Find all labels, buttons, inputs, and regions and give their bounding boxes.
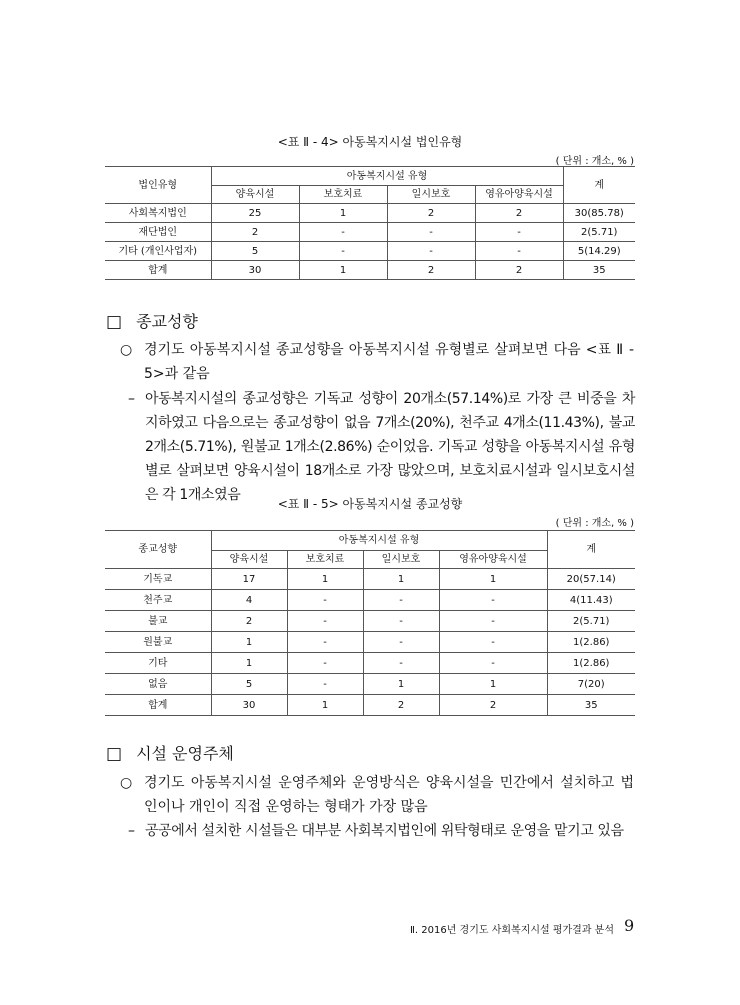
table1-cell: 사회복지법인 (105, 204, 211, 223)
table2-cell: 1(2.86) (547, 632, 635, 653)
table2-subhead: 양육시설 (211, 551, 287, 569)
table1-row (105, 242, 635, 261)
section-heading-operator (106, 741, 234, 764)
table2-cell: 17 (211, 569, 287, 590)
table1-head-first: 법인유형 (105, 167, 211, 204)
table1-subhead: 영유아양육시설 (475, 186, 563, 204)
table1-cell: 1 (299, 261, 387, 280)
table2-row (105, 590, 635, 611)
table1-cell: - (299, 242, 387, 261)
table1-cell: 25 (211, 204, 299, 223)
table1 (105, 166, 635, 280)
table1-cell: 2 (475, 261, 563, 280)
page-number: 9 (624, 916, 635, 935)
table2-cell: 1 (211, 653, 287, 674)
table2-caption: <표 Ⅱ - 5> 아동복지시설 종교성향 (277, 497, 463, 511)
table2-cell: - (363, 590, 439, 611)
table2-cell: - (363, 632, 439, 653)
table2-cell: 없음 (105, 674, 211, 695)
table2-cell: - (439, 611, 547, 632)
dash-bullet-marker: – (128, 823, 135, 839)
table2-cell: 합계 (105, 695, 211, 716)
table1-cell: 2(5.71) (563, 223, 635, 242)
table2-cell: 7(20) (547, 674, 635, 695)
circle-bullet-marker: ○ (120, 342, 133, 358)
table2-cell: 1 (287, 569, 363, 590)
table2-cell: - (439, 653, 547, 674)
table1-row (105, 223, 635, 242)
table1-head-group: 아동복지시설 유형 (211, 167, 563, 186)
table1-subhead: 보호치료 (299, 186, 387, 204)
table2-cell: - (439, 590, 547, 611)
table2-cell: - (439, 632, 547, 653)
table2-row (105, 653, 635, 674)
table1-cell: 2 (211, 223, 299, 242)
table2-cell: 1(2.86) (547, 653, 635, 674)
table2-cell: 불교 (105, 611, 211, 632)
circle-bullet-marker: ○ (120, 775, 133, 791)
section-heading-religion (106, 309, 198, 332)
table2-cell: 2 (439, 695, 547, 716)
table1-row (105, 261, 635, 280)
table2-cell: 2 (363, 695, 439, 716)
table1-cell: 5 (211, 242, 299, 261)
table2-cell: 1 (363, 569, 439, 590)
table2-cell: 1 (287, 695, 363, 716)
table2 (105, 530, 635, 716)
table2-cell: - (287, 653, 363, 674)
table2-subhead: 영유아양육시설 (439, 551, 547, 569)
table1-cell: 1 (299, 204, 387, 223)
table2-cell: 천주교 (105, 590, 211, 611)
table2-cell: 2(5.71) (547, 611, 635, 632)
table2-cell: - (287, 674, 363, 695)
table2-cell: - (363, 653, 439, 674)
table1-cell: 30 (211, 261, 299, 280)
table2-unit: ( 단위 : 개소, % ) (555, 518, 634, 529)
table2-head-group: 아동복지시설 유형 (211, 531, 547, 551)
table1-cell: - (299, 223, 387, 242)
table2-row (105, 674, 635, 695)
table2-cell: - (287, 611, 363, 632)
table2-cell: 35 (547, 695, 635, 716)
table2-cell: 20(57.14) (547, 569, 635, 590)
dash-text: 공공에서 설치한 시설들은 대부분 사회복지법인에 위탁형태로 운영을 맡기고 있음 (145, 823, 624, 839)
section-box-marker: □ (106, 744, 123, 764)
table1-cell: 재단법인 (105, 223, 211, 242)
running-footer: Ⅱ. 2016년 경기도 사회복지시설 평가결과 분석 (409, 925, 614, 936)
table2-cell: 원불교 (105, 632, 211, 653)
table1-caption: <표 Ⅱ - 4> 아동복지시설 법인유형 (277, 135, 463, 149)
table2-cell: 5 (211, 674, 287, 695)
table2-row (105, 569, 635, 590)
table2-subhead: 보호치료 (287, 551, 363, 569)
bullet-text: 경기도 아동복지시설 운영주체와 운영방식은 양육시설을 민간에서 설치하고 법인이나 개인이 직접 운영하는 형태가 가장 많음 (144, 775, 634, 815)
table2-cell: 4 (211, 590, 287, 611)
table2-cell: 4(11.43) (547, 590, 635, 611)
table1-subhead: 일시보호 (387, 186, 475, 204)
table1-cell: 기타 (개인사업자) (105, 242, 211, 261)
table2-cell: - (287, 590, 363, 611)
table1-cell: 2 (475, 204, 563, 223)
table2-head-first: 종교성향 (105, 531, 211, 569)
table1-cell: 35 (563, 261, 635, 280)
table2-subhead: 일시보호 (363, 551, 439, 569)
table1-cell: - (475, 242, 563, 261)
table1-head-total: 계 (563, 167, 635, 204)
table1-row (105, 204, 635, 223)
table2-cell: 2 (211, 611, 287, 632)
table1-cell: - (475, 223, 563, 242)
table2-row (105, 632, 635, 653)
table1-unit: ( 단위 : 개소, % ) (555, 156, 634, 167)
dash-text: 아동복지시설의 종교성향은 기독교 성향이 20개소(57.14%)로 가장 큰 비중을 차지하였고 다음으로는 종교성향이 없음 7개소(20%), 천주교 4개소(11.43%), 불교 2개소(5.71%), 원불교 1개소(2.86%) 순이었음. 기독교 성향을 아동복지시설 유형별로 살펴보면 양육시설이 18개소로 가장 많았으며, 보호치료시설과 일시보호시설은 각 1개소였음 (145, 391, 635, 503)
table2-cell: 1 (211, 632, 287, 653)
table1-cell: - (387, 223, 475, 242)
table1-subhead: 양육시설 (211, 186, 299, 204)
table2-cell: 1 (439, 674, 547, 695)
table1-cell: 2 (387, 204, 475, 223)
table2-cell: 기독교 (105, 569, 211, 590)
table2-head-total: 계 (547, 531, 635, 569)
table2-cell: 기타 (105, 653, 211, 674)
table2-cell: 1 (439, 569, 547, 590)
table1-cell: 5(14.29) (563, 242, 635, 261)
section-title: 시설 운영주체 (136, 744, 234, 763)
table2-cell: - (363, 611, 439, 632)
table1-cell: 2 (387, 261, 475, 280)
dash-bullet-marker: – (128, 391, 135, 407)
section-box-marker: □ (106, 312, 123, 332)
table2-row (105, 611, 635, 632)
table2-cell: 30 (211, 695, 287, 716)
table2-cell: 1 (363, 674, 439, 695)
table1-cell: 30(85.78) (563, 204, 635, 223)
table1-cell: - (387, 242, 475, 261)
table1-cell: 합계 (105, 261, 211, 280)
bullet-text: 경기도 아동복지시설 종교성향을 아동복지시설 유형별로 살펴보면 다음 <표 Ⅱ - 5>과 같음 (144, 342, 634, 382)
table2-row (105, 695, 635, 716)
table2-cell: - (287, 632, 363, 653)
section-title: 종교성향 (136, 312, 198, 331)
